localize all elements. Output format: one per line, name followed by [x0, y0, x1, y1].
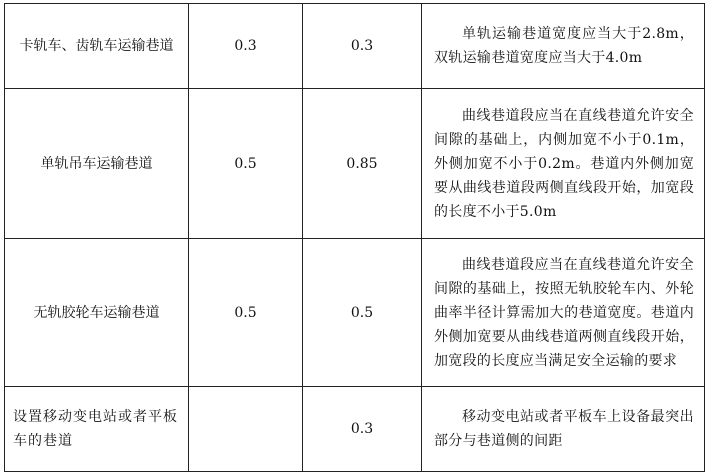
clearance-a-cell: 0.3	[189, 4, 303, 89]
table-row	[5, 387, 705, 472]
clearance-a-cell: 0.5	[189, 239, 303, 387]
table-row	[5, 89, 705, 239]
clearance-b-cell: 0.3	[303, 4, 422, 89]
clearance-a-cell	[189, 387, 303, 472]
clearance-a-cell: 0.5	[189, 89, 303, 239]
table-row	[5, 4, 705, 89]
roadway-type-cell: 单轨吊车运输巷道	[5, 89, 189, 239]
remark-text: 移动变电站或者平板车上设备最突出部分与巷道侧的间距	[434, 409, 694, 449]
requirements-table	[4, 3, 705, 472]
remark-cell	[422, 89, 705, 239]
table-row	[5, 239, 705, 387]
remark-text: 曲线巷道段应当在直线巷道允许安全间隙的基础上，内侧加宽不小于0.1m，外侧加宽不小于0.2m。巷道内外侧加宽要从曲线巷道段两侧直线段开始，加宽段的长度不小于5.0m	[434, 107, 694, 220]
remark-cell	[422, 387, 705, 472]
remark-text: 曲线巷道段应当在直线巷道允许安全间隙的基础上，按照无轨胶轮车内、外轮曲率半径计算需加大的巷道宽度。巷道内外侧加宽要从曲线巷道两侧直线段开始，加宽段的长度应当满足安全运输的要求	[434, 256, 694, 369]
remark-text: 单轨运输巷道宽度应当大于2.8m，双轨运输巷道宽度应当大于4.0m	[434, 26, 694, 66]
roadway-type-cell: 无轨胶轮车运输巷道	[5, 239, 189, 387]
roadway-type-cell: 设置移动变电站或者平板车的巷道	[5, 387, 189, 472]
roadway-type-cell: 卡轨车、齿轨车运输巷道	[5, 4, 189, 89]
clearance-b-cell: 0.5	[303, 239, 422, 387]
remark-cell	[422, 239, 705, 387]
remark-cell	[422, 4, 705, 89]
clearance-b-cell: 0.85	[303, 89, 422, 239]
clearance-b-cell: 0.3	[303, 387, 422, 472]
